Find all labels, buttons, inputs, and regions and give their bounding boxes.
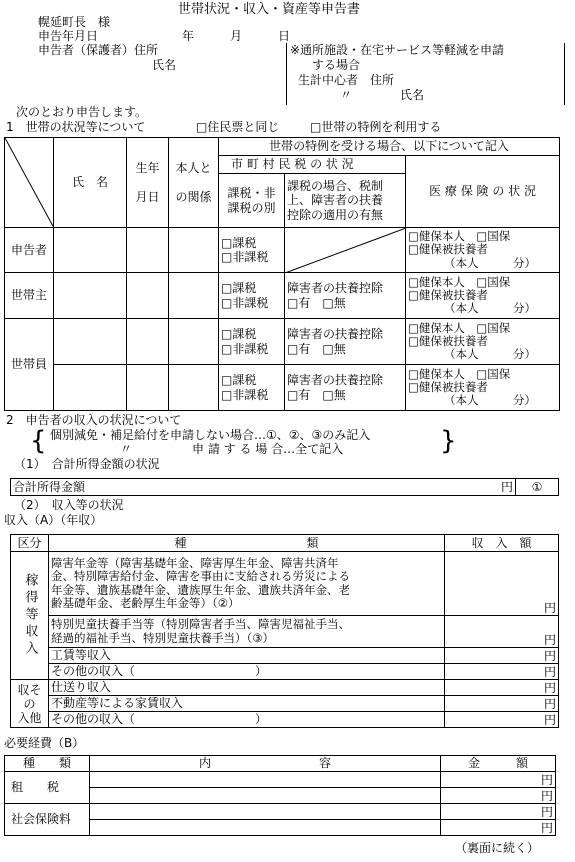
date-units: 年 月 日: [182, 29, 291, 43]
applicant-address-label: 申告者（保護者）住所: [38, 43, 159, 57]
remittance-amount[interactable]: 円: [445, 680, 559, 696]
other-earned-row[interactable]: その他の収入（ ）: [49, 664, 445, 680]
head-deduction-cell[interactable]: 障害者の扶養控除 □有 □無: [285, 273, 406, 319]
total-income-table: [10, 478, 559, 496]
row-applicant-label: 申告者: [5, 228, 54, 273]
row-head-label: 世帯主: [5, 273, 54, 319]
applicant-name-label: 氏名: [152, 58, 177, 72]
member1-birth-cell[interactable]: [127, 319, 169, 365]
household-special-checkbox[interactable]: □世帯の特例を利用する: [310, 120, 442, 134]
same-as-resident-checkbox[interactable]: □住民票と同じ: [196, 120, 280, 134]
member2-birth-cell[interactable]: [127, 365, 169, 411]
subsection-2: （2） 収入等の状況: [14, 498, 124, 512]
income-title: 収入（A）（年収）: [4, 513, 103, 527]
intro-text: 次のとおり申告します。: [16, 105, 148, 119]
continued-note: （裏面に続く）: [455, 841, 540, 855]
applicant-relation-cell[interactable]: [169, 228, 219, 273]
note-line-4: 〃 氏名: [340, 88, 425, 102]
remittance-row: 仕送り収入: [49, 680, 445, 696]
tax-deduction-col: 課税の場合、税制 上、障害者の扶養 控除の適用の有無: [285, 174, 406, 228]
tax-content-1[interactable]: [90, 772, 441, 788]
addressee: 幌延町長 様: [38, 15, 111, 29]
corner-diagonal: [5, 138, 54, 228]
wages-row: 工賃等収入: [49, 648, 445, 664]
right-brace: }: [440, 426, 457, 456]
member2-relation-cell[interactable]: [169, 365, 219, 411]
tax-amount-2[interactable]: 円: [441, 788, 556, 804]
medical-header: 医 療 保 険 の 状 況: [406, 156, 560, 228]
wages-amount[interactable]: 円: [445, 648, 559, 664]
head-medical-cell[interactable]: □健保本人 □国保 □健保被扶養者 （本人 分）: [406, 273, 560, 319]
note-line-1: ※通所施設・在宅サービス等軽減を申請: [290, 43, 505, 57]
corner-cell: [5, 138, 54, 228]
applicant-medical-cell[interactable]: □健保本人 □国保 □健保被扶養者 （本人 分）: [406, 228, 560, 273]
total-income-label: 合計所得金額: [13, 479, 86, 494]
condition-line-1: 個別減免・補足給付を申請しない場合…①、②、③のみ記入: [50, 428, 371, 442]
section1-heading: 1 世帯の状況等について: [6, 120, 146, 134]
expenses-table: [4, 755, 556, 836]
col-name: 氏 名: [54, 138, 127, 228]
member2-medical-cell[interactable]: □健保本人 □国保 □健保被扶養者 （本人 分）: [406, 365, 560, 411]
member2-name-cell[interactable]: [54, 365, 127, 411]
pension-amount[interactable]: 円: [445, 552, 559, 616]
head-tax-cell[interactable]: □課税 □非課税: [219, 273, 285, 319]
circle-1-mark: ①: [516, 479, 559, 496]
income-col-category: 区分: [11, 535, 49, 552]
note-line-3: 生計中心者 住所: [298, 73, 395, 87]
other-income-row[interactable]: その他の収入（ ）: [49, 712, 445, 728]
tax-expense-label: 租 税: [5, 772, 90, 804]
insurance-amount-1[interactable]: 円: [441, 804, 556, 820]
allowance-amount[interactable]: 円: [445, 616, 559, 648]
pension-row: 障害年金等（障害基礎年金、障害厚生年金、障害共済年 金、特別障害給付金、障害を事由に支給される労災による 年金等、遺族基礎年金、遺族厚生年金、遺族共済年金、老 齢基礎年金、老齢厚生年金等）（②）: [49, 552, 445, 616]
subsection-1: （1） 合計所得金額の状況: [14, 457, 160, 471]
applicant-tax-cell[interactable]: □課税 □非課税: [219, 228, 285, 273]
member1-medical-cell[interactable]: □健保本人 □国保 □健保被扶養者 （本人 分）: [406, 319, 560, 365]
applicant-deduction-cell: [285, 228, 406, 273]
expense-col-content: 内 容: [90, 756, 441, 772]
other-earned-amount[interactable]: 円: [445, 664, 559, 680]
income-col-type: 種 類: [49, 535, 445, 552]
section2-heading: 2 申告者の収入の状況について: [6, 413, 182, 427]
condition-line-2: 〃 申 請 す る 場 合…全て記入: [120, 442, 344, 456]
income-col-amount: 収 入 額: [445, 535, 559, 552]
allowance-row: 特別児童扶養手当等（特別障害者手当、障害児福祉手当、 経過的福祉手当、特別児童扶養手当）（③）: [49, 616, 445, 648]
head-birth-cell[interactable]: [127, 273, 169, 319]
left-brace: {: [30, 426, 47, 456]
household-table: [4, 137, 560, 411]
insurance-content-2[interactable]: [90, 820, 441, 836]
tax-amount-1[interactable]: 円: [441, 772, 556, 788]
note-line-2: する場合: [312, 58, 361, 72]
head-name-cell[interactable]: [54, 273, 127, 319]
insurance-content-1[interactable]: [90, 804, 441, 820]
applicant-name-cell[interactable]: [54, 228, 127, 273]
head-relation-cell[interactable]: [169, 273, 219, 319]
member1-tax-cell[interactable]: □課税 □非課税: [219, 319, 285, 365]
member1-name-cell[interactable]: [54, 319, 127, 365]
total-income-cell[interactable]: [11, 479, 516, 496]
row-member-label: 世帯員: [5, 319, 54, 411]
expense-col-amount: 金 額: [441, 756, 556, 772]
applicant-birth-cell[interactable]: [127, 228, 169, 273]
tax-status-col: 課税・非 課税の別: [219, 174, 285, 228]
other-income-amount[interactable]: 円: [445, 712, 559, 728]
col-relation: 本人と の関係: [169, 138, 219, 228]
special-header: 世帯の特例を受ける場合、以下について記入: [219, 138, 560, 156]
expense-col-type: 種 類: [5, 756, 90, 772]
col-birth: 生年 月日: [127, 138, 169, 228]
expenses-title: 必要経費（B）: [4, 736, 85, 750]
tax-content-2[interactable]: [90, 788, 441, 804]
member1-relation-cell[interactable]: [169, 319, 219, 365]
date-label: 申告年月日: [38, 29, 99, 43]
insurance-expense-label: 社会保険料: [5, 804, 90, 836]
earned-income-category: 稼得等収入: [11, 552, 49, 680]
rent-row: 不動産等による家賃収入: [49, 696, 445, 712]
insurance-amount-2[interactable]: 円: [441, 820, 556, 836]
member2-deduction-cell[interactable]: 障害者の扶養控除 □有 □無: [285, 365, 406, 411]
total-income-yen: 円: [500, 479, 513, 494]
applicant-deduction-diagonal: [285, 228, 406, 273]
page-title: 世帯状況・収入・資産等申告書: [178, 2, 361, 17]
other-income-category: 収そ の 入他: [11, 680, 49, 728]
member2-tax-cell[interactable]: □課税 □非課税: [219, 365, 285, 411]
tax-header: 市 町 村 民 税 の 状 況: [219, 156, 406, 174]
rent-amount[interactable]: 円: [445, 696, 559, 712]
income-table: [10, 534, 559, 728]
member1-deduction-cell[interactable]: 障害者の扶養控除 □有 □無: [285, 319, 406, 365]
